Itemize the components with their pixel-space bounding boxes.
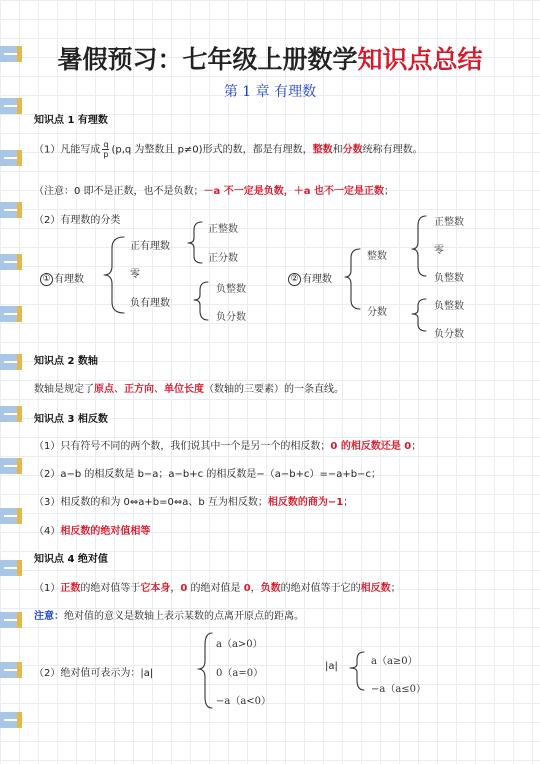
tree2-int: 整数 (367, 251, 387, 262)
binder-tab-icon (0, 458, 22, 474)
tree1-neg-frac: 负分数 (216, 312, 246, 323)
kp3-line3: （3）相反数的和为 0⇔a+b=0⇔a、b 互为相反数；相反数的商为−1； (34, 497, 354, 508)
tree2-int-pos: 正整数 (434, 217, 464, 228)
binder-tab-icon (0, 354, 22, 370)
tree2-frac-pos: 负整数 (434, 301, 464, 312)
kp4-heading: 知识点 4 绝对值 (34, 554, 108, 565)
binder-tab-icon (0, 612, 22, 628)
tree1-positive: 正有理数 (130, 241, 170, 252)
binder-tab-icon (0, 306, 22, 322)
binder-tab-icon (0, 560, 22, 576)
kp3-heading: 知识点 3 相反数 (34, 414, 108, 425)
binder-tab-icon (0, 662, 22, 678)
tree1-root: ① 有理数 (40, 270, 84, 286)
kp4-line1: （1）正数的绝对值等于它本身，0 的绝对值是 0，负数的绝对值等于它的相反数； (34, 583, 401, 594)
abs-case-negative: −a（a<0） (216, 696, 272, 707)
tree1-pos-int: 正整数 (208, 224, 238, 235)
binder-tab-icon (0, 406, 22, 422)
kp3-line2: （2）a−b 的相反数是 b−a；a−b+c 的相反数是−（a−b+c）=−a+b−c； (34, 469, 381, 480)
abs2-label: |a| (325, 661, 338, 672)
kp1-note: （注意：0 即不是正数，也不是负数；－a 不一定是负数，＋a 也不一定是正数； (34, 186, 395, 197)
kp4-line2: （2）绝对值可表示为：|a| (34, 668, 154, 679)
binder-tab-icon (0, 712, 22, 728)
abs2-case-nonpos: −a（a≤0） (371, 684, 427, 695)
kp3-line4: （4）相反数的绝对值相等 (34, 526, 151, 537)
tree1-zero: 零 (130, 269, 140, 280)
tree2-root: ② 有理数 (288, 270, 332, 286)
kp1-heading: 知识点 1 有理数 (34, 115, 108, 126)
abs-case-positive: a（a>0） (216, 639, 263, 650)
chapter-heading: 第 1 章 有理数 (223, 84, 317, 100)
binder-tab-icon (0, 150, 22, 166)
kp2-heading: 知识点 2 数轴 (34, 356, 98, 367)
binder-tab-icon (0, 202, 22, 218)
abs-case-zero: 0（a=0） (216, 668, 264, 679)
kp4-note: 注意：绝对值的意义是数轴上表示某数的点离开原点的距离。 (34, 611, 304, 622)
fraction-q-over-p: $\frac{q}{p}$ (103, 140, 109, 159)
tree1-pos-frac: 正分数 (208, 253, 238, 264)
tree2-frac-neg: 负分数 (434, 329, 464, 340)
binder-tab-icon (0, 254, 22, 270)
tree2-int-neg: 负整数 (434, 273, 464, 284)
tree1-neg-int: 负整数 (216, 284, 246, 295)
kp2-line: 数轴是规定了原点、正方向、单位长度（数轴的三要素）的一条直线。 (34, 384, 344, 395)
tree2-frac: 分数 (367, 307, 387, 318)
abs2-case-nonneg: a（a≥0） (371, 656, 418, 667)
page-title: 暑假预习：七年级上册数学知识点总结 (57, 45, 483, 74)
kp3-line1: （1）只有符号不同的两个数，我们说其中一个是另一个的相反数；0 的相反数还是 0； (34, 441, 422, 452)
kp1-line2: （2）有理数的分类 (34, 215, 121, 226)
tree1-negative: 负有理数 (130, 298, 170, 309)
kp1-line1: （1）凡能写成 $\frac{q}{p}$ (p,q 为整数且 p≠0)形式的数，都是有理数，整数和分数统称有理数。 (34, 140, 423, 159)
tree2-int-zero: 零 (434, 245, 444, 256)
binder-tab-icon (0, 508, 22, 524)
